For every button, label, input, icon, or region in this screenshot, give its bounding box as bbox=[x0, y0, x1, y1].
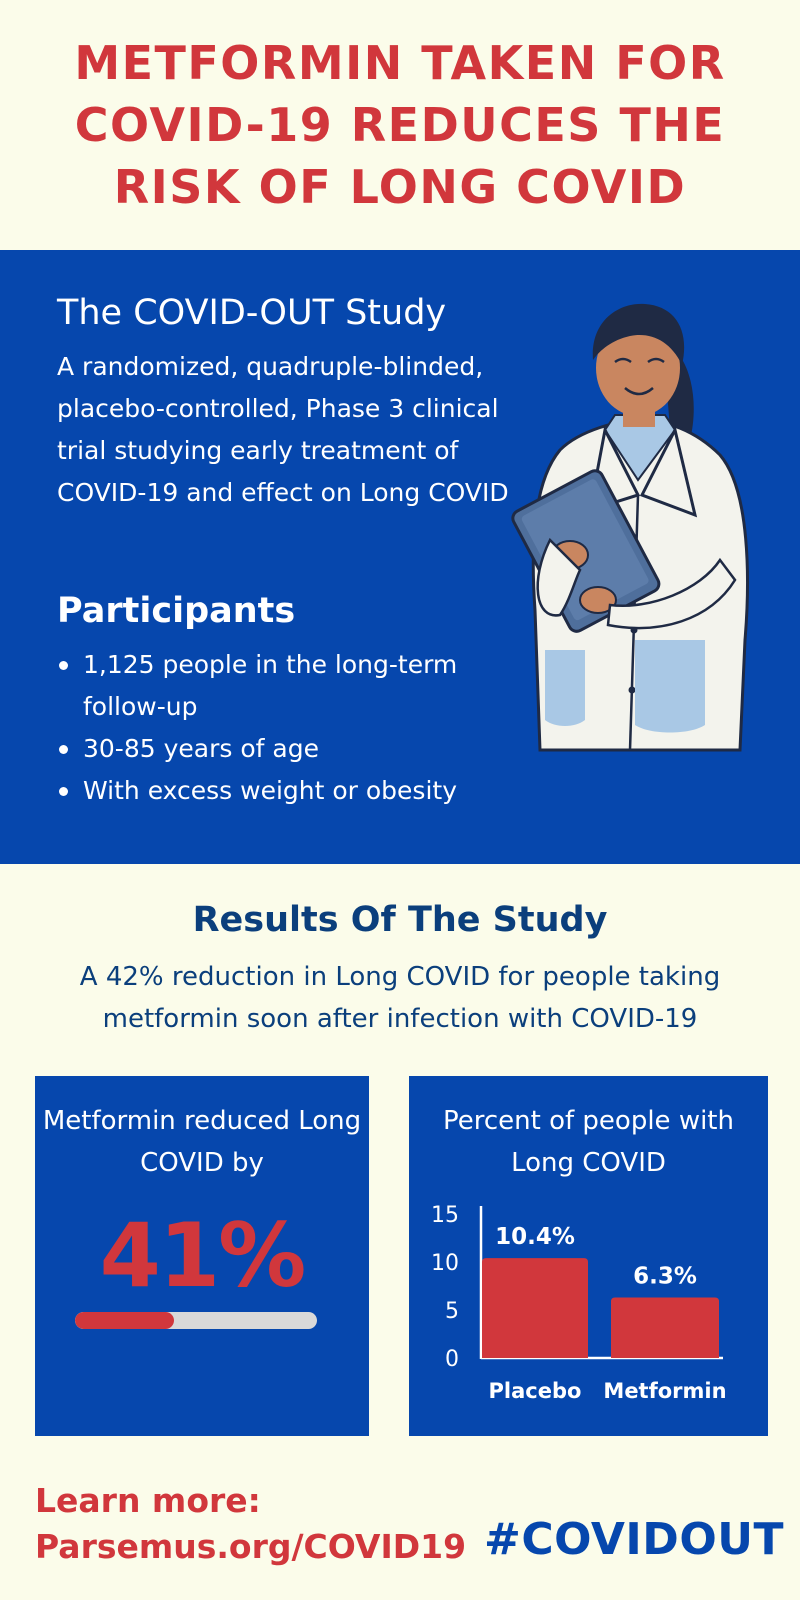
chart-title: Percent of people with Long COVID bbox=[443, 1106, 734, 1178]
title-line-3: RISK OF LONG COVID bbox=[113, 160, 687, 214]
participants-list bbox=[57, 644, 537, 812]
x-tick-label: Metformin bbox=[603, 1379, 727, 1403]
learn-more-block bbox=[35, 1478, 466, 1570]
reduction-progress-fill bbox=[75, 1312, 174, 1329]
bar-placebo bbox=[482, 1258, 588, 1358]
title-line-1: METFORMIN TAKEN FOR bbox=[74, 36, 726, 90]
study-section bbox=[0, 250, 800, 864]
participants-heading: Participants bbox=[57, 591, 296, 631]
chart-card bbox=[409, 1076, 768, 1436]
title-line-2: COVID-19 REDUCES THE bbox=[74, 98, 726, 152]
participant-item: With excess weight or obesity bbox=[57, 770, 537, 812]
study-description: A randomized, quadruple-blinded, placebo-controlled, Phase 3 clinical trial studying early treatment of COVID-19 and effect on Long COVID bbox=[57, 352, 509, 507]
reduction-progress-bar bbox=[75, 1312, 317, 1329]
participant-item: 30-85 years of age bbox=[57, 728, 537, 770]
y-tick-label: 5 bbox=[445, 1299, 459, 1324]
participant-item: 1,125 people in the long-term follow-up bbox=[57, 644, 537, 728]
results-heading: Results Of The Study bbox=[192, 900, 608, 940]
doctor-illustration-icon bbox=[490, 280, 770, 760]
bar-chart bbox=[409, 1076, 768, 1436]
learn-more-label: Learn more: bbox=[35, 1481, 261, 1520]
data-label: 10.4% bbox=[495, 1224, 575, 1251]
y-tick-label: 0 bbox=[445, 1347, 459, 1372]
page-title bbox=[0, 32, 800, 218]
results-text: A 42% reduction in Long COVID for people taking metformin soon after infection with COVID-19 bbox=[79, 962, 721, 1034]
y-tick-label: 10 bbox=[431, 1251, 459, 1276]
bar-metformin bbox=[611, 1298, 719, 1358]
hashtag: #COVIDOUT bbox=[484, 1514, 784, 1565]
x-tick-label: Placebo bbox=[488, 1379, 582, 1403]
reduction-card-title: Metformin reduced Long COVID by bbox=[42, 1106, 362, 1178]
study-heading: The COVID-OUT Study bbox=[57, 293, 447, 333]
reduction-value: 41% bbox=[99, 1204, 305, 1307]
y-tick-label: 15 bbox=[431, 1203, 459, 1228]
data-label: 6.3% bbox=[633, 1263, 697, 1290]
learn-more-link[interactable]: Parsemus.org/COVID19 bbox=[35, 1527, 467, 1566]
reduction-card bbox=[35, 1076, 369, 1436]
